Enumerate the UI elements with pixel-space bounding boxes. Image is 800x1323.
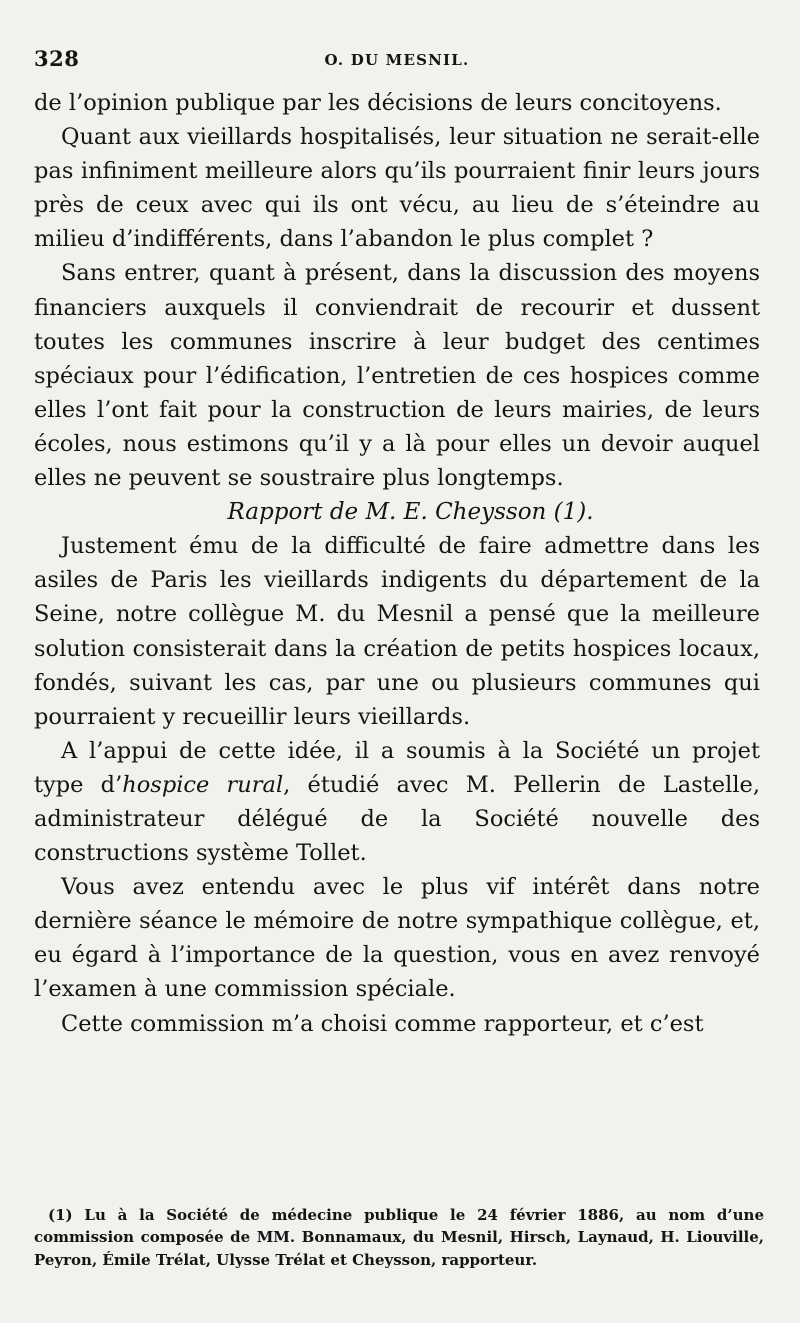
paragraph-5-italic: hospice rural [122, 771, 284, 798]
page-number: 328 [34, 46, 80, 71]
paragraph-2: Quant aux vieillards hospitalisés, leur situation ne serait-elle pas infiniment meilleure alors qu’ils pourraient finir leurs jours près de ceux avec qui ils ont vécu, au lieu de s’éteindre au milieu d’indifférents, dans l’abandon le plus complet ? [34, 124, 760, 253]
paragraph-7: Cette commission m’a choisi comme rapporteur, et c’est [61, 1010, 704, 1037]
section-heading: Rapport de M. E. Cheysson (1). [227, 499, 594, 526]
paragraph-1: de l’opinion publique par les décisions de leurs concitoyens. [34, 90, 722, 116]
paragraph-5-start: A l’appui de cette idée, il a soumis à la Société un projet type d’ [34, 737, 760, 798]
running-head: O. DU MESNIL. [324, 51, 470, 69]
main-text [34, 86, 760, 1041]
footnote-text: (1) Lu à la Société de médecine publique le 24 février 1886, au nom d’une commission composée de MM. Bonnamaux, du Mesnil, Hirsch, Laynaud, H. Liouville, Peyron, Émile Trélat, Ulysse Trélat et Cheysson, rapporteur. [34, 1206, 764, 1269]
paragraph-3: Sans entrer, quant à présent, dans la discussion des moyens financiers auxquels il conviendrait de recourir et dussent toutes les communes inscrire à leur budget des centimes spéciaux pour l’édification, l’entretien de ces hospices comme elles l’ont fait pour la construction de leurs mairies, de leurs écoles, nous estimons qu’il y a là pour elles un devoir auquel elles ne peuvent se soustraire plus longtemps. [34, 260, 760, 492]
paragraph-4: Justement ému de la difficulté de faire admettre dans les asiles de Paris les vieillards indigents du département de la Seine, notre collègue M. du Mesnil a pensé que la meilleure solution consisterait dans la création de petits hospices locaux, fondés, suivant les cas, par une ou plusieurs communes qui pourraient y recueillir leurs vieillards. [34, 533, 760, 730]
paragraph-5 [34, 734, 760, 870]
footnote [34, 1204, 764, 1271]
paragraph-5-end: , étudié avec M. Pellerin de Lastelle, administrateur délégué de la Société nouvelle des constructions système Tollet. [34, 771, 760, 867]
paragraph-6: Vous avez entendu avec le plus vif intérêt dans notre dernière séance le mémoire de notre sympathique collègue, et, eu égard à l’importance de la question, vous en avez renvoyé l’examen à une commission spéciale. [34, 874, 760, 1003]
page-header [34, 44, 760, 78]
